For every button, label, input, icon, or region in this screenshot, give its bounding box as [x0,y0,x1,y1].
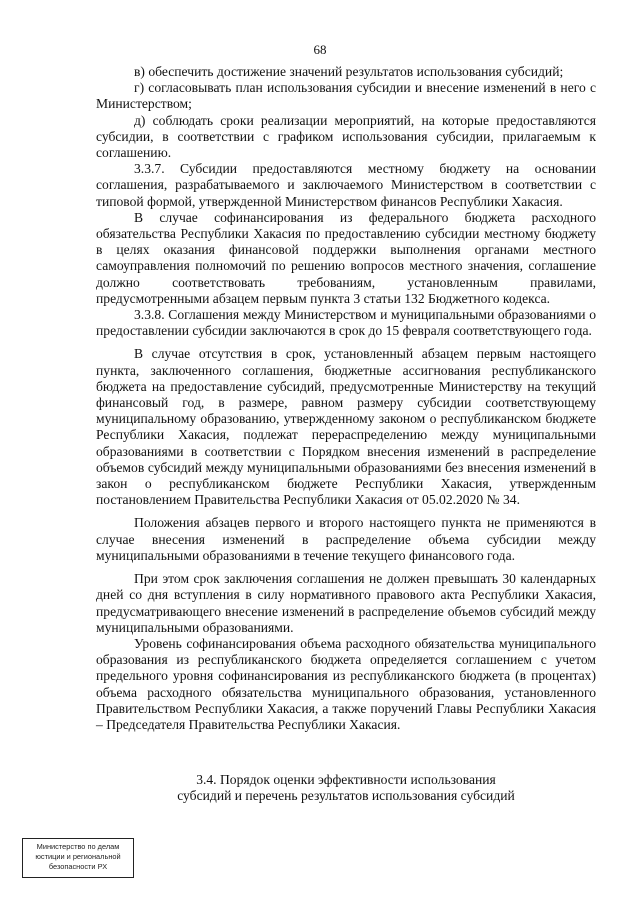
stamp-line-3: безопасности РХ [48,861,108,871]
paragraph-provisions-not-applied: Положения абзацев первого и второго настоящего пункта не применяются в случае внесения изменений в распределение объема субсидии между муниципальными образованиями в течение текущего финансового года. [96,515,596,563]
paragraph-3-3-7: 3.3.7. Субсидии предоставляются местному бюджету на основании соглашения, разрабатываемого и заключаемого Министерством в соответствии с типовой формой, утвержденной Министерством финансов Республики Хакасия. [96,161,596,209]
paragraph-item-g: г) согласовывать план использования субсидии и внесение изменений в него с Министерством; [96,80,596,112]
stamp-line-2: юстиции и региональной [35,851,121,861]
paragraph-item-d: д) соблюдать сроки реализации мероприятий, на которые предоставляются субсидии, в соответствии с графиком использования субсидии, прилагаемым к соглашению. [96,112,596,161]
section-heading-line-2: субсидий и перечень результатов использования субсидий [177,788,515,804]
stamp-line-1: Министерство по делам [36,842,120,851]
paragraph-absence-of-agreement: В случае отсутствия в срок, установленный абзацем первым настоящего пункта, заключенного соглашения, бюджетные ассигнования республиканского бюджета на предоставление субсидий, предусмотренные Министерству на текущий финансовый год, в размере, равном размеру субсидии соответствующему муниципальному образованию, утвержденному законом о республиканском бюджете Республики Хакасия, подлежат перераспределению между муниципальными образованиями в соответствии с Порядком внесения изменений в распределение объемов субсидий между муниципальными образованиями без внесения изменений в закон о республиканском бюджете Республики Хакасия, утвержденным постановлением Правительства Республики Хакасия от 05.02.2020 № 34. [96,346,596,508]
paragraph-agreement-term: При этом срок заключения соглашения не должен превышать 30 календарных дней со дня вступления в силу нормативного правового акта Республики Хакасия, предусматривающего внесение изменений в распределение объемов субсидий между муниципальными образованиями. [96,571,596,635]
section-heading-line-1: 3.4. Порядок оценки эффективности использования [196,772,496,787]
paragraph-cofinancing-federal: В случае софинансирования из федерального бюджета расходного обязательства Республики Хакасия по предоставлению субсидии местному бюджету в целях оказания финансовой поддержки выполнения органами местного самоуправления полномочий по решению вопросов местного значения, соглашение должно соответствовать требованиям, установленным правилами, предусмотренными абзацем первым пункта 3 статьи 132 Бюджетного кодекса. [96,209,596,306]
paragraph-cofinancing-level: Уровень софинансирования объема расходного обязательства муниципального образования из республиканского бюджета определяется соглашением с учетом предельного уровня софинансирования из республиканского бюджета (в процентах) объема расходного обязательства муниципального образования, установленного Правительством Республики Хакасия, а также поручений Главы Республики Хакасия – Председателя Правительства Республики Хакасия. [96,635,596,732]
page-number: 68 [313,42,327,57]
ministry-stamp [22,838,134,878]
paragraph-item-v: в) обеспечить достижение значений результатов использования субсидий; [134,64,564,79]
paragraph-3-3-8: 3.3.8. Соглашения между Министерством и муниципальными образованиями о предоставлении субсидии заключаются в срок до 15 февраля соответствующего года. [96,307,596,339]
section-heading [96,772,596,804]
document-body [96,64,596,733]
